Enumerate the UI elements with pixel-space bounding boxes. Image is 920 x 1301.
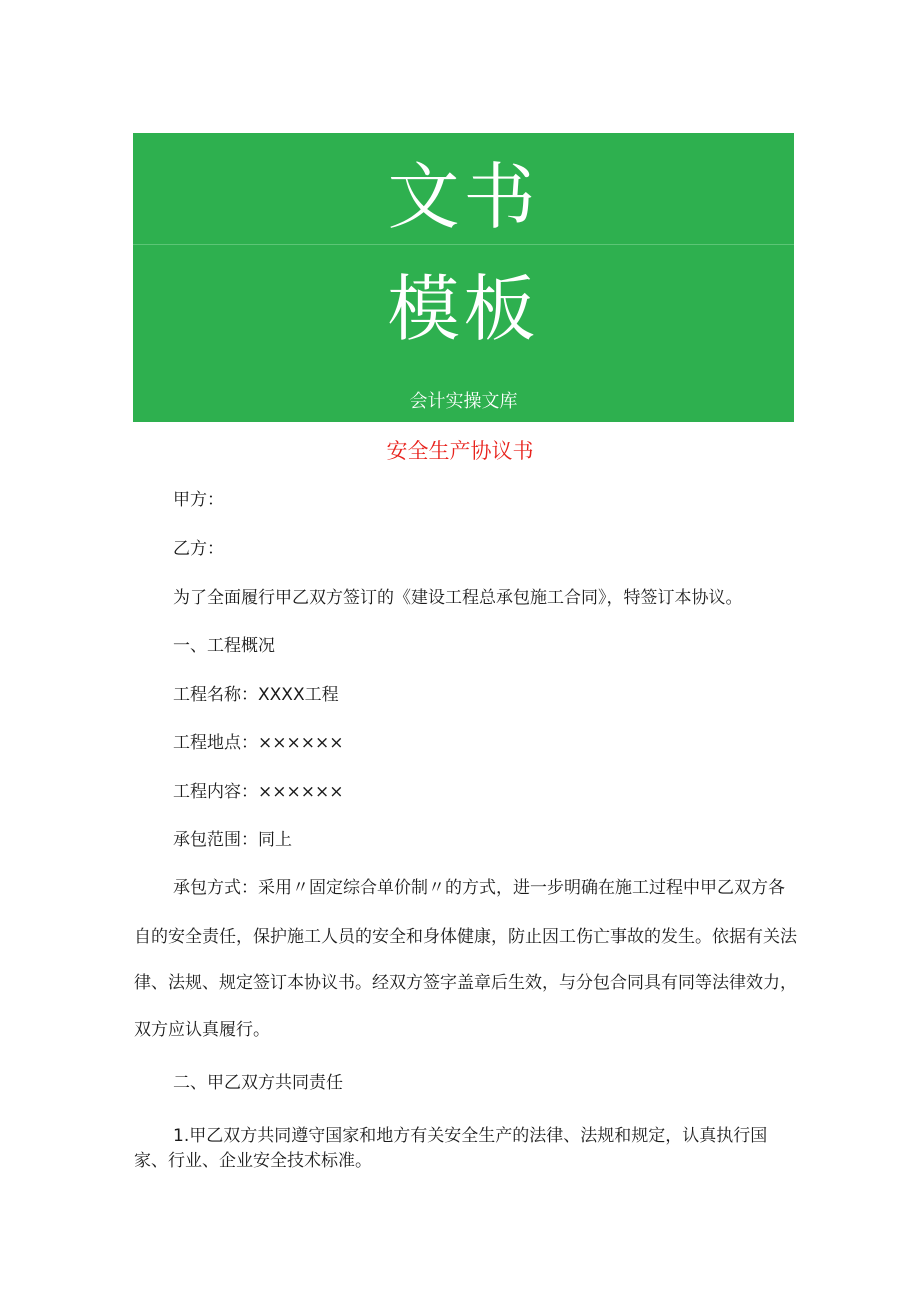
project-location: 工程地点：×××××× (173, 733, 344, 753)
contract-method-line: 承包方式：采用〃固定综合单价制〃的方式，进一步明确在施工过程中甲乙双方各 (173, 878, 785, 898)
intro-paragraph: 为了全面履行甲乙双方签订的《建设工程总承包施工合同》，特签订本协议。 (173, 588, 743, 608)
section2-heading: 二、甲乙双方共同责任 (173, 1073, 343, 1093)
section1-heading: 一、工程概况 (173, 636, 275, 656)
banner-divider (133, 244, 794, 245)
cover-banner (133, 133, 794, 422)
document-title: 安全生产协议书 (386, 439, 534, 463)
contract-method-line: 自的安全责任，保护施工人员的安全和身体健康，防止因工伤亡事故的发生。依据有关法 (134, 927, 797, 947)
clause1-line: 1.甲乙双方共同遵守国家和地方有关安全生产的法律、法规和规定，认真执行国 (173, 1126, 768, 1146)
contract-method-line: 双方应认真履行。 (134, 1020, 270, 1040)
clause1-line: 家、行业、企业安全技术标准。 (134, 1151, 372, 1171)
project-name: 工程名称：XXXX工程 (173, 685, 339, 705)
project-content: 工程内容：×××××× (173, 782, 344, 802)
banner-title-line1: 文书 (387, 155, 540, 239)
contract-method-line: 律、法规、规定签订本协议书。经双方签字盖章后生效，与分包合同具有同等法律效力， (134, 973, 797, 993)
banner-subtitle: 会计实操文库 (409, 391, 518, 412)
contract-scope: 承包范围：同上 (173, 830, 292, 850)
party-b-label: 乙方： (173, 539, 224, 559)
party-a-label: 甲方： (173, 490, 224, 510)
banner-title-line2: 模板 (387, 267, 540, 351)
